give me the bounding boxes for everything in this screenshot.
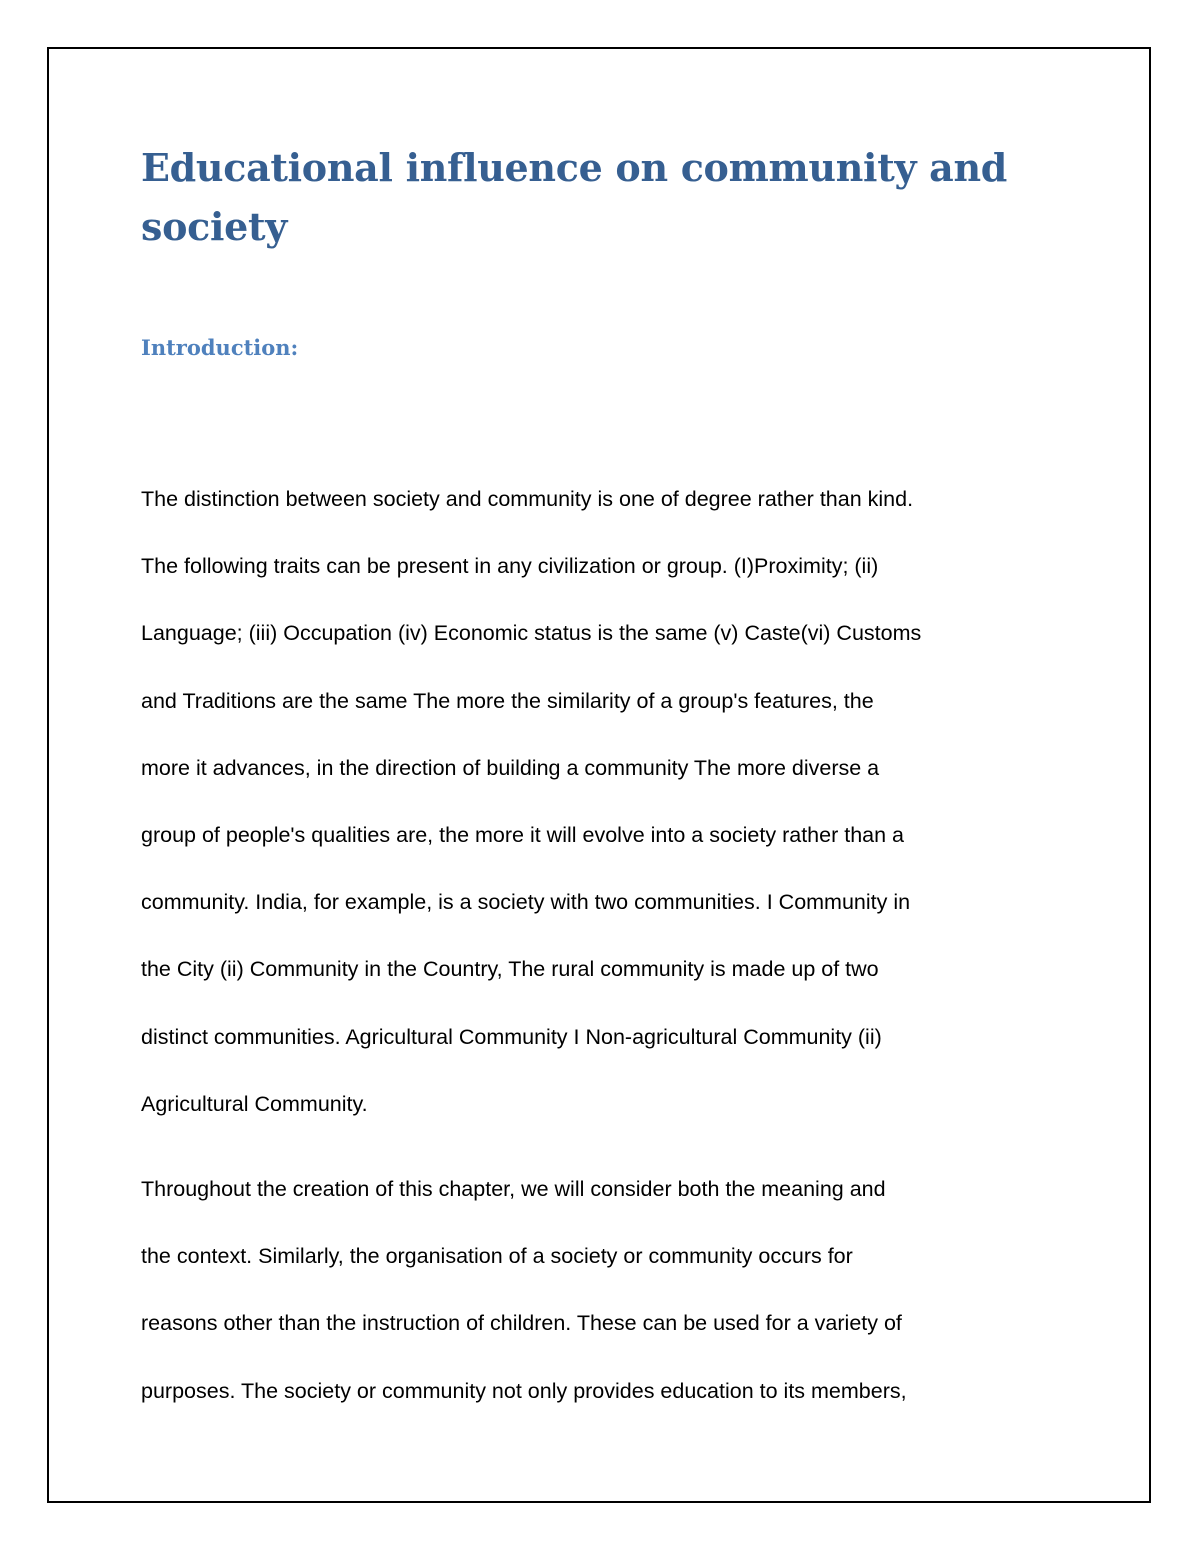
body-paragraph [141,1156,907,1425]
paragraph-line: The distinction between society and community is one of degree rather than kind. [141,487,914,511]
paragraph-line: distinct communities. Agricultural Community I Non-agricultural Community (ii) [141,1024,882,1049]
paragraph-line: group of people's qualities are, the more it will evolve into a society rather than a [141,823,904,848]
document-title [141,138,1101,256]
paragraph-line: Language; (iii) Occupation (iv) Economic status is the same (v) Caste(vi) Customs [141,621,922,646]
title-line: Educational influence on community and [141,145,1008,190]
title-line: society [141,204,288,249]
paragraph-line: the context. Similarly, the organisation of a society or community occurs for [141,1244,853,1269]
paragraph-line: purposes. The society or community not only provides education to its members, [141,1378,907,1403]
paragraph-line: more it advances, in the direction of building a community The more diverse a [141,755,880,780]
paragraph-line: community. India, for example, is a society with two communities. I Community in [141,890,911,915]
paragraph-line: the City (ii) Community in the Country, The rural community is made up of two [141,957,879,982]
paragraph-line: The following traits can be present in any civilization or group. (I)Proximity; (ii) [141,554,879,579]
paragraph-line: and Traditions are the same The more the similarity of a group's features, the [141,688,874,713]
section-heading-introduction: Introduction: [141,335,299,360]
paragraph-line: Throughout the creation of this chapter, we will consider both the meaning and [141,1177,886,1201]
paragraph-line: reasons other than the instruction of children. These can be used for a variety of [141,1311,902,1336]
body-paragraph [141,466,921,1138]
paragraph-line: Agricultural Community. [141,1091,368,1116]
